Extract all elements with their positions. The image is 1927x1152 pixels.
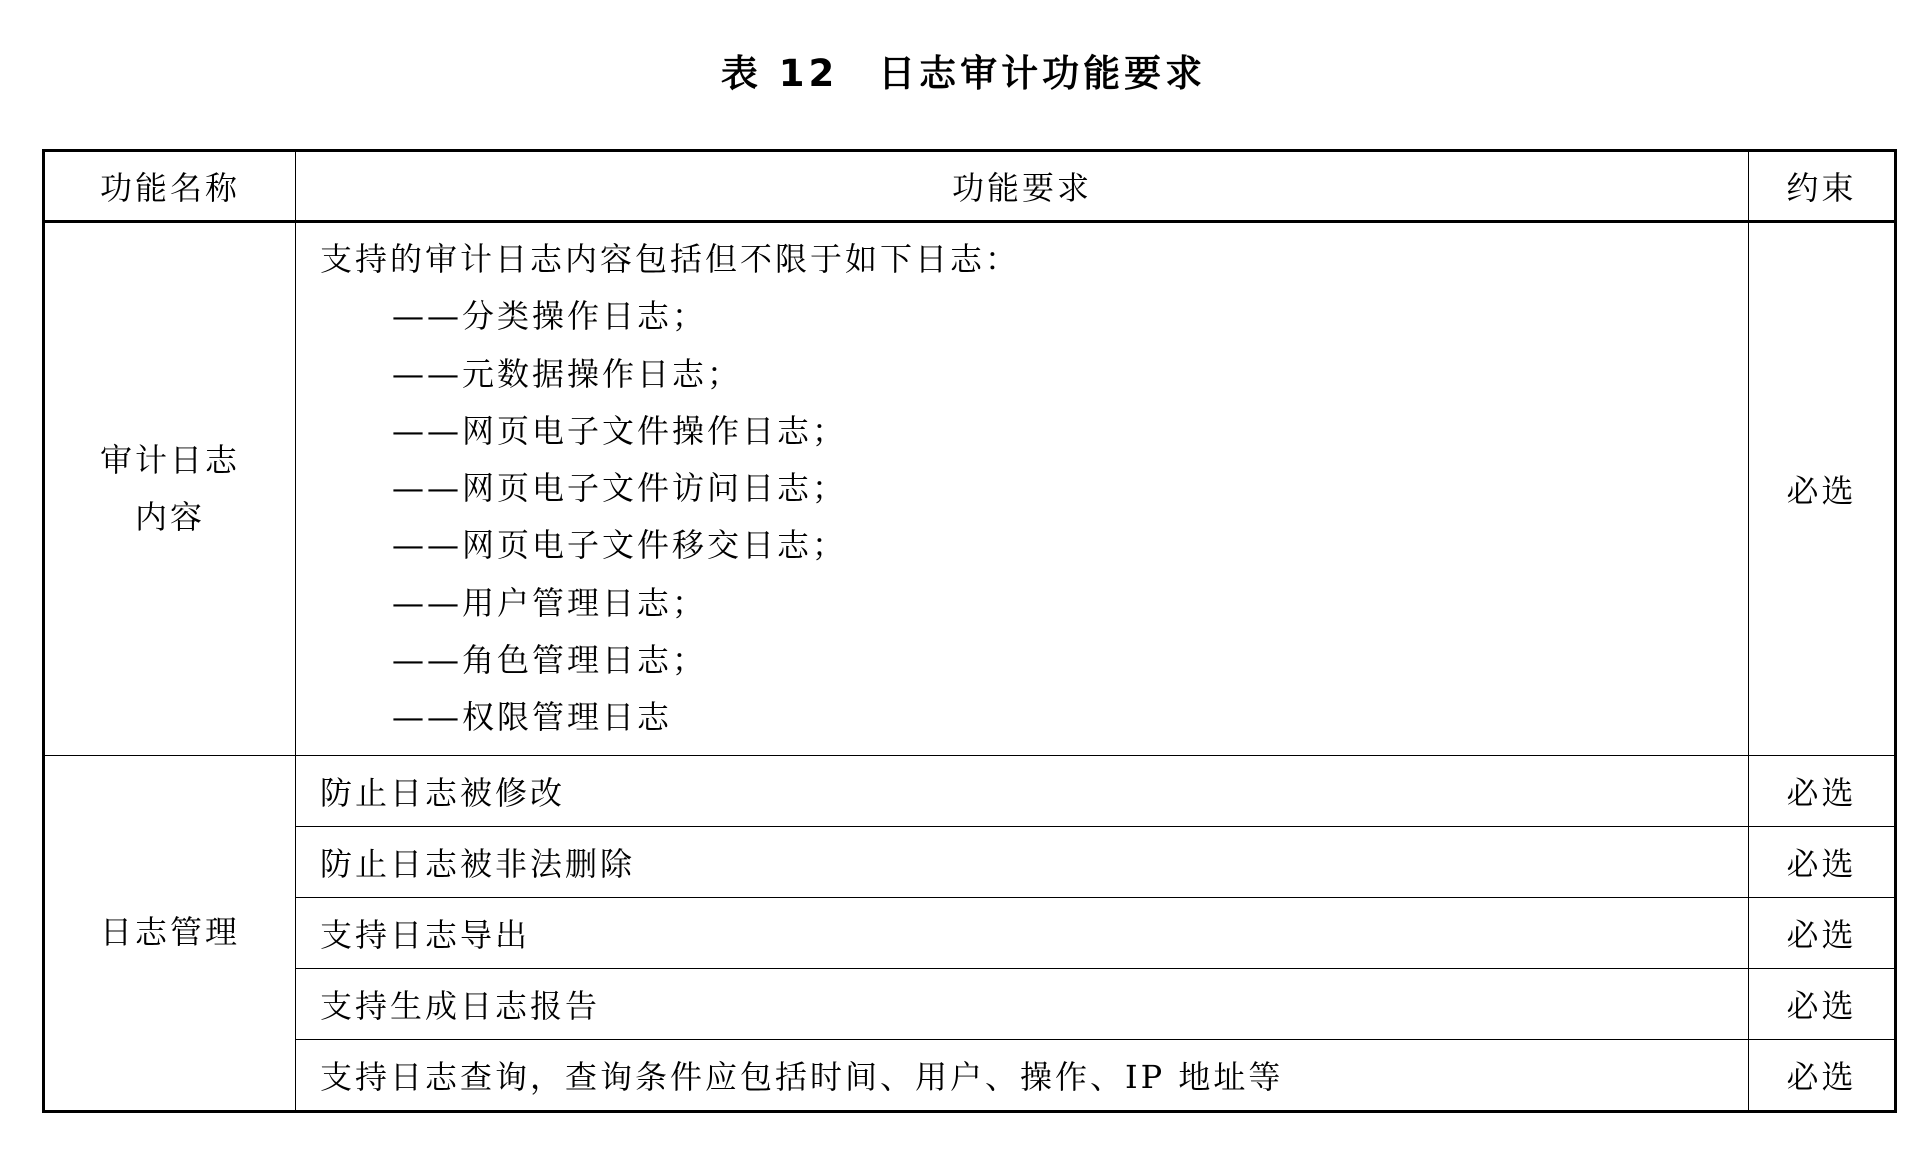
requirement-list-item: ——用户管理日志； (392, 583, 708, 622)
requirements-table (42, 149, 1897, 1113)
constraint-cell: 必选 (1749, 755, 1896, 826)
requirement-cell (296, 222, 1749, 756)
header-constraint: 约束 (1749, 151, 1896, 222)
requirement-list-item: ——权限管理日志 (392, 698, 673, 737)
constraint-cell: 必选 (1749, 826, 1896, 897)
table-number: 表 12 (720, 52, 839, 95)
constraint-cell: 必选 (1749, 897, 1896, 968)
header-function-name: 功能名称 (44, 151, 296, 222)
requirement-cell: 支持日志查询，查询条件应包括时间、用户、操作、IP 地址等 (296, 1039, 1749, 1111)
function-name-line: 日志管理 (99, 913, 240, 952)
function-name-cell (44, 222, 296, 756)
table-title: 日志审计功能要求 (878, 52, 1207, 95)
requirement-list-item: ——网页电子文件访问日志； (392, 469, 848, 508)
requirement-list-item: ——网页电子文件操作日志； (392, 411, 848, 450)
header-function-requirement: 功能要求 (296, 151, 1749, 222)
constraint-cell: 必选 (1749, 968, 1896, 1039)
requirement-cell: 支持生成日志报告 (296, 968, 1749, 1039)
function-name-line: 审计日志 (99, 440, 240, 479)
requirement-cell: 防止日志被非法删除 (296, 826, 1749, 897)
requirement-cell: 支持日志导出 (296, 897, 1749, 968)
table-row (44, 897, 1896, 968)
requirement-intro: 支持的审计日志内容包括但不限于如下日志： (320, 240, 1021, 278)
requirement-cell: 防止日志被修改 (296, 755, 1749, 826)
table-row (44, 755, 1896, 826)
header-row (44, 151, 1896, 222)
table-caption (0, 50, 1927, 98)
requirement-list-item: ——分类操作日志； (392, 297, 708, 336)
requirement-list-item: ——元数据操作日志； (392, 354, 743, 393)
constraint-cell: 必选 (1749, 1039, 1896, 1111)
constraint-cell: 必选 (1749, 222, 1896, 756)
function-name-cell (44, 755, 296, 1111)
table-row (44, 222, 1896, 756)
function-name-line: 内容 (134, 497, 205, 536)
table-row (44, 1039, 1896, 1111)
table-row (44, 826, 1896, 897)
table-row (44, 968, 1896, 1039)
requirement-list-item: ——角色管理日志； (392, 641, 708, 680)
requirement-list-item: ——网页电子文件移交日志； (392, 526, 848, 565)
